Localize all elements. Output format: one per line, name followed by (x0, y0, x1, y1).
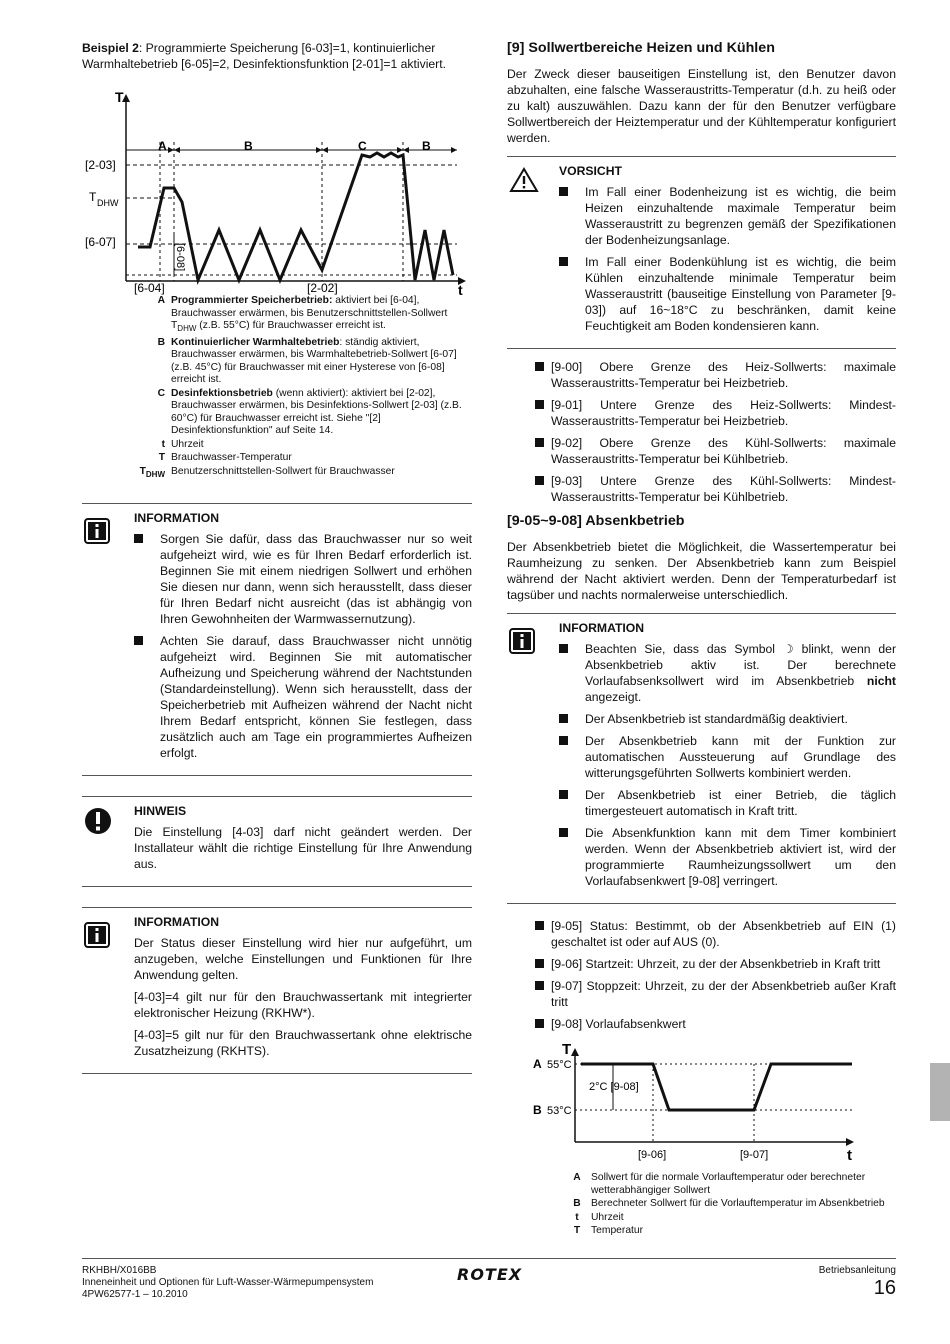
information-box-2 (82, 907, 472, 1074)
chapter-tab-marker (930, 1063, 950, 1121)
label-55c: 55°C (547, 1059, 572, 1071)
vorsicht-bullet-2: Im Fall einer Bodenkühlung ist es wichtig, die beim Kühlen einzuhaltende minimale Temperatur beim Wasseraustritt (bauseitige Einstellung von Parameter [9-03]) auf 16~18°C zu beschränken, damit keine Feuchtigkeit am Boden kondensieren kann. (559, 254, 896, 334)
delta-label: 2°C [9-08] (589, 1081, 639, 1093)
info2-para-3: [4-03]=5 gilt nur für den Brauchwassertank ohne elektrische Zusatzheizung (RKHTS). (134, 1028, 472, 1059)
section-905-list (507, 918, 896, 1032)
list-item: [9-05] Status: Bestimmt, ob der Absenkbetrieb auf EIN (1) geschaltet ist oder auf AUS (0). (535, 918, 896, 950)
phase-a: A (158, 139, 167, 153)
information-icon (509, 628, 535, 658)
y-axis-label: T (562, 1041, 572, 1058)
phase-b2: B (422, 139, 431, 153)
info-bullet-2: Achten Sie darauf, dass Brauchwasser nicht unnötig aufgeheizt wird. Beginnen Sie mit automatischer Aufheizung und Speicherung während der Nachtstunden (Standardeinstellung). Wenn sich herausstellt, dass der Speicherbetrieb mit Aufheizen während der Nacht nicht Ihrem Bedarf entspricht, können Sie festlegen, dass zusätzlich auch am Tage ein programmiertes Aufheizen erfolgt. (134, 633, 472, 761)
legend-row-t: t Uhrzeit (161, 438, 204, 450)
legend-row-t: t Uhrzeit (575, 1211, 624, 1223)
list-item: [9-01] Untere Grenze des Heiz-Sollwerts: Mindest-Wasseraustritts-Temperatur bei Heizbetrieb. (535, 397, 896, 429)
warning-triangle-icon (509, 167, 539, 197)
label-tdhw: T (89, 190, 97, 204)
dhw-diagram-svg (82, 80, 472, 295)
label-6-07: [6-07] (85, 235, 116, 249)
list-item: [9-00] Obere Grenze des Heiz-Sollwerts: maximale Wasseraustritts-Temperatur bei Heizbetrieb. (535, 359, 896, 391)
legend-row-b: B Kontinuierlicher Warmhaltebetrieb: ständig aktiviert, Brauchwasser erwärmen, bis Warmhaltebetrieb-Sollwert [6-07] (z.B. 45°C) für Brauchwasser mit einer Hysterese von [6-08] erreicht ist. (157, 336, 457, 386)
brand-logo: ROTEX (457, 1265, 523, 1284)
intro-text: Beispiel 2: Programmierte Speicherung [6-03]=1, kontinuierlicher Warmhaltebetrieb [6-05]=2, Desinfektionsfunktion [2-01]=1 aktiviert. (82, 41, 447, 71)
vorsicht-title: VORSICHT (559, 164, 622, 178)
right-column (507, 40, 896, 1239)
list-item: [9-06] Startzeit: Uhrzeit, zu der der Absenkbetrieb in Kraft tritt (535, 956, 896, 972)
legend-row-c: C Desinfektionsbetrieb (wenn aktiviert): aktiviert bei [2-02], Brauchwasser erwärmen, bis Desinfektions-Sollwert [2-03] (z.B. 60°C) für Brauchwasser erreicht ist. Siehe "[2] Desinfektionsfunktion" auf Seite 14. (157, 387, 462, 437)
legend-row-T: T Brauchwasser-Temperatur (158, 452, 292, 464)
label-tdhw-sub: DHW (97, 198, 119, 208)
setback-diagram-svg (507, 1038, 896, 1168)
section-905-heading: [9-05~9-08] Absenkbetrieb (507, 513, 685, 529)
footer-left: RKHBH/X016BB Inneneinheit und Optionen für Luft-Wasser-Wärmepumpensystem 4PW62577-1 – 10.2010 (82, 1265, 374, 1300)
info3-bullet-2: Der Absenkbetrieb ist standardmäßig deaktiviert. (559, 711, 896, 727)
list-item: [9-03] Untere Grenze des Kühl-Sollwerts: Mindest-Wasseraustritts-Temperatur bei Kühlbetrieb. (535, 473, 896, 505)
info-bullet-1: Sorgen Sie dafür, dass das Brauchwasser nur so weit aufgeheizt wird, wie es für Ihren Bedarf erforderlich ist. Beginnen Sie mit einem niedrigen Sollwert und erhöhen Sie diesen nur dann, wenn sich herausstellt, dass dieser für Ihren Bedarf nicht ausreicht (das ist abhängig von Ihren Gewohnheiten der Warmwassernutzung). (134, 531, 472, 627)
label-9-07: [9-07] (740, 1149, 769, 1161)
info3-bullet-5: Die Absenkfunktion kann mit dem Timer kombiniert werden. Wenn der Absenkbetrieb aktiviert ist, wird der programmierte Raumheizungssollwert um den Vorlaufabsenkwert [9-08] verringert. (559, 825, 896, 889)
legend-row-b: B Berechneter Sollwert für die Vorlauftemperatur im Absenkbetrieb (573, 1198, 885, 1209)
x-axis-label: t (458, 282, 463, 295)
exclamation-icon (84, 807, 112, 839)
info3-bullet-4: Der Absenkbetrieb ist einer Betrieb, die täglich timergesteuert automatisch in Kraft tritt. (559, 787, 896, 819)
phase-c: C (358, 139, 367, 153)
vorsicht-bullet-1: Im Fall einer Bodenheizung ist es wichtig, die beim Heizen einzuhaltende maximale Temperatur beim Wasseraustritt zu begrenzen gemäß der Spezifikationen der Bodenheizungsanlage. (559, 184, 896, 248)
legend-row-a: A Programmierter Speicherbetrieb: aktiviert bei [6-04], Brauchwasser erwärmen, bis Benutzerschnittstellen-Sollwert $T_{DHW}$ (z.B. 55°C) für Brauchwasser erreicht ist. (157, 295, 448, 334)
list-item: [9-02] Obere Grenze des Kühl-Sollwerts: maximale Wasseraustritts-Temperatur bei Kühlbetrieb. (535, 435, 896, 467)
vorsicht-box (507, 156, 896, 349)
hyst-label: [6-08] (174, 243, 186, 272)
y-axis-label: T (115, 89, 124, 105)
label-2-02: [2-02] (307, 281, 338, 295)
list-item: [9-08] Vorlaufabsenkwert (535, 1016, 896, 1032)
page-number: 16 (873, 1277, 896, 1299)
footer-right: Betriebsanleitung 16 (818, 1265, 896, 1299)
label-2-03: [2-03] (85, 158, 116, 172)
info2-para-1: Der Status dieser Einstellung wird hier nur aufgeführt, um anzugeben, welche Einstellungen und Funktionen für Ihre Anwendung gelten. (134, 936, 472, 983)
hinweis-box (82, 796, 472, 887)
phase-b: B (244, 139, 253, 153)
page-footer (82, 1258, 896, 1300)
label-b: B (533, 1103, 542, 1117)
section-9-list (507, 359, 896, 505)
label-9-06: [9-06] (638, 1149, 667, 1161)
section-9-heading: [9] Sollwertbereiche Heizen und Kühlen (507, 40, 775, 56)
list-item: [9-07] Stoppzeit: Uhrzeit, zu der der Absenkbetrieb außer Kraft tritt (535, 978, 896, 1010)
information-icon (84, 922, 110, 952)
moon-icon: ☽ (782, 642, 794, 656)
hinweis-text: Die Einstellung [4-03] darf nicht geändert werden. Der Installateur wählt die richtige Einstellung für Ihre Anwendung aus. (134, 825, 472, 872)
hinweis-title: HINWEIS (134, 804, 187, 819)
section-905-para: Der Absenkbetrieb bietet die Möglichkeit, die Wassertemperatur bei Raumheizung zu senken. Der Absenkbetrieb kann zum Beispiel während der Nacht aktiviert werden. Denn der Temperaturbedarf ist tagsüber und nachts normalerweise unterschiedlich. (507, 540, 896, 602)
information-title: INFORMATION (134, 511, 220, 526)
information-box-3 (507, 613, 896, 904)
info3-bullet-3: Der Absenkbetrieb kann mit der Funktion zur automatischen Aussteuerung auf Grundlage des witterungsgeführten Sollwerts kombiniert werden. (559, 733, 896, 781)
label-53c: 53°C (547, 1105, 572, 1117)
setback-legend (567, 1172, 896, 1238)
dhw-storage-diagram (82, 80, 472, 295)
x-axis-label: t (847, 1147, 852, 1164)
diagram-legend (137, 295, 472, 481)
section-9-para: Der Zweck dieser bauseitigen Einstellung ist, den Benutzer davon abzuhalten, eine falsche Wasseraustritts-Temperatur (d.h. zu heiß oder zu kalt) auszuwählen. Dazu kann der für den Benutzer verfügbare Sollwertbereich der Heiztemperatur und der Kühltemperatur konfiguriert werden. (507, 67, 896, 145)
information-title: INFORMATION (559, 621, 645, 635)
label-6-04: [6-04] (134, 281, 165, 295)
info2-para-2: [4-03]=4 gilt nur für den Brauchwassertank mit integrierter elektronischer Heizung (RKHW*). (134, 990, 472, 1021)
setback-diagram (507, 1038, 896, 1168)
information-title: INFORMATION (134, 915, 220, 930)
information-icon (84, 518, 110, 548)
legend-row-a: A Sollwert für die normale Vorlauftemperatur oder berechneter wetterabhängiger Sollwert (573, 1172, 866, 1196)
legend-row-tdhw: $T_{DHW}$ Benutzerschnittstellen-Sollwert für Brauchwasser (139, 465, 395, 479)
legend-row-T: T Temperatur (573, 1225, 644, 1236)
label-a: A (533, 1057, 542, 1071)
info3-bullet-1: Beachten Sie, dass das Symbol ☽ blinkt, wenn der Absenkbetrieb aktiv ist. Der berechnete Vorlaufabsenksollwert wird im Absenkbetrieb nicht angezeigt. (559, 641, 896, 705)
information-box-1 (82, 503, 472, 776)
left-column (82, 40, 472, 1074)
